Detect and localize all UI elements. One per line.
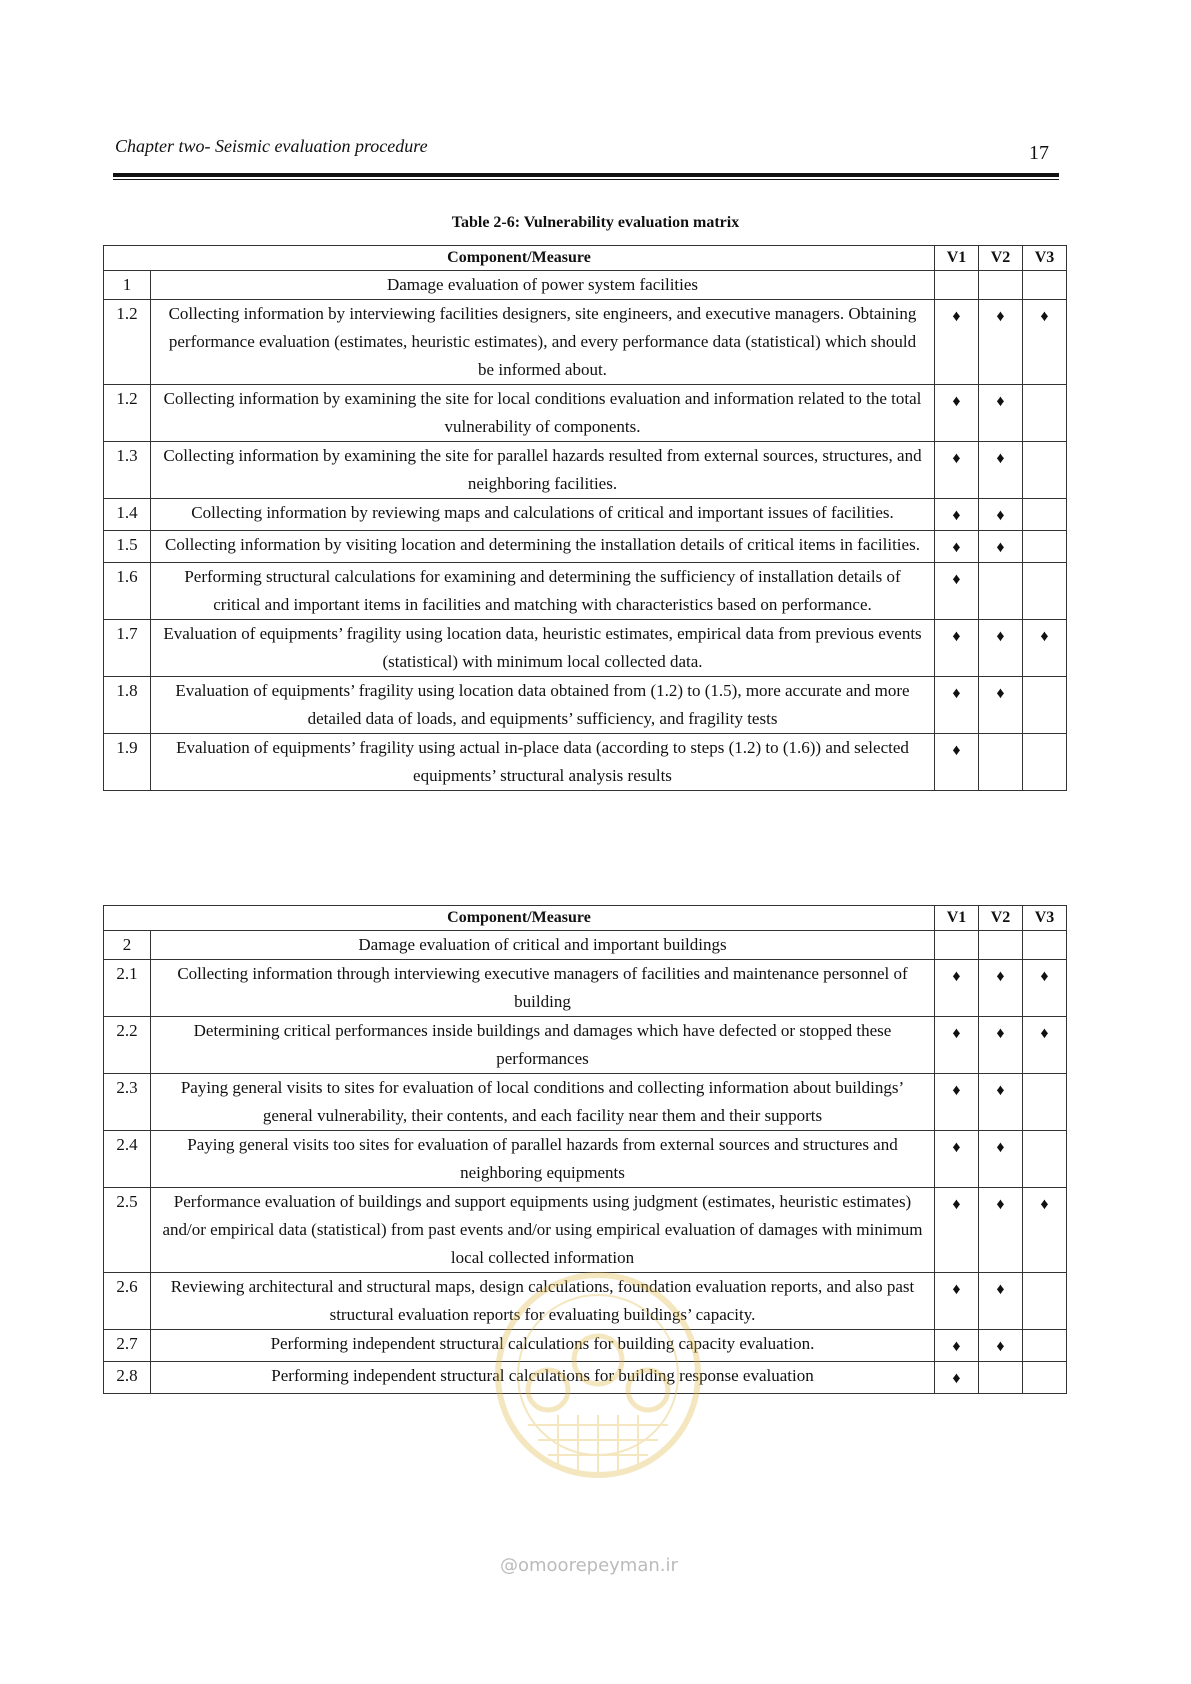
table-row bbox=[104, 1131, 1067, 1188]
cell-v2 bbox=[979, 499, 1023, 531]
row-number: 1.2 bbox=[104, 385, 151, 442]
table-row bbox=[104, 531, 1067, 563]
row-description: Paying general visits too sites for evaluation of parallel hazards from external sources and structures and neighboring equipments bbox=[151, 1131, 935, 1188]
row-number: 1.4 bbox=[104, 499, 151, 531]
row-description: Evaluation of equipments’ fragility using location data obtained from (1.2) to (1.5), more accurate and more detailed data of loads, and equipments’ sufficiency, and fragility tests bbox=[151, 677, 935, 734]
cell-v1 bbox=[935, 1188, 979, 1273]
cell-v1 bbox=[935, 734, 979, 791]
diamond-mark-icon: ♦ bbox=[952, 507, 961, 524]
diamond-mark-icon: ♦ bbox=[996, 968, 1005, 985]
diamond-mark-icon: ♦ bbox=[952, 393, 961, 410]
row-description: Performing structural calculations for examining and determining the sufficiency of installation details of critical and important items in facilities and matching with characteristics based on performance. bbox=[151, 563, 935, 620]
cell-v2 bbox=[979, 1362, 1023, 1394]
cell-v3 bbox=[1023, 442, 1067, 499]
cell-v3 bbox=[1023, 563, 1067, 620]
cell-v1 bbox=[935, 677, 979, 734]
row-number: 1.9 bbox=[104, 734, 151, 791]
row-number: 2.2 bbox=[104, 1017, 151, 1074]
row-description: Collecting information by examining the site for parallel hazards resulted from external sources, structures, and neighboring facilities. bbox=[151, 442, 935, 499]
cell-v1 bbox=[935, 499, 979, 531]
cell-v2 bbox=[979, 677, 1023, 734]
row-description: Collecting information by examining the site for local conditions evaluation and information related to the total vulnerability of components. bbox=[151, 385, 935, 442]
row-number: 1.8 bbox=[104, 677, 151, 734]
cell-v3 bbox=[1023, 620, 1067, 677]
cell-v3 bbox=[1023, 385, 1067, 442]
table-row bbox=[104, 499, 1067, 531]
diamond-mark-icon: ♦ bbox=[996, 1025, 1005, 1042]
diamond-mark-icon: ♦ bbox=[952, 1196, 961, 1213]
cell-v2 bbox=[979, 442, 1023, 499]
diamond-mark-icon: ♦ bbox=[1040, 1025, 1049, 1042]
vulnerability-table-power-systems bbox=[103, 245, 1067, 791]
cell-v1 bbox=[935, 563, 979, 620]
table-row bbox=[104, 300, 1067, 385]
diamond-mark-icon: ♦ bbox=[952, 685, 961, 702]
cell-v1 bbox=[935, 531, 979, 563]
diamond-mark-icon: ♦ bbox=[996, 1082, 1005, 1099]
cell-v2 bbox=[979, 1017, 1023, 1074]
diamond-mark-icon: ♦ bbox=[1040, 308, 1049, 325]
column-header-v3: V3 bbox=[1023, 906, 1067, 931]
cell-v3 bbox=[1023, 1017, 1067, 1074]
row-description: Collecting information by reviewing maps and calculations of critical and important issues of facilities. bbox=[151, 499, 935, 531]
diamond-mark-icon: ♦ bbox=[996, 1281, 1005, 1298]
table-row bbox=[104, 734, 1067, 791]
table-row bbox=[104, 1074, 1067, 1131]
cell-v3 bbox=[1023, 1330, 1067, 1362]
section-row bbox=[104, 931, 1067, 960]
row-description: Performing independent structural calculations for building capacity evaluation. bbox=[151, 1330, 935, 1362]
row-number: 1.6 bbox=[104, 563, 151, 620]
cell-v1 bbox=[935, 1273, 979, 1330]
diamond-mark-icon: ♦ bbox=[952, 450, 961, 467]
row-description: Evaluation of equipments’ fragility using actual in-place data (according to steps (1.2) to (1.6)) and selected equipments’ structural analysis results bbox=[151, 734, 935, 791]
section-v2-cell bbox=[979, 931, 1023, 960]
section-row bbox=[104, 271, 1067, 300]
diamond-mark-icon: ♦ bbox=[952, 1370, 961, 1387]
table-header-row bbox=[104, 246, 1067, 271]
cell-v1 bbox=[935, 385, 979, 442]
cell-v2 bbox=[979, 1131, 1023, 1188]
row-number: 2.8 bbox=[104, 1362, 151, 1394]
row-number: 1.2 bbox=[104, 300, 151, 385]
cell-v1 bbox=[935, 620, 979, 677]
diamond-mark-icon: ♦ bbox=[952, 742, 961, 759]
cell-v2 bbox=[979, 1188, 1023, 1273]
cell-v1 bbox=[935, 1131, 979, 1188]
cell-v3 bbox=[1023, 1131, 1067, 1188]
diamond-mark-icon: ♦ bbox=[952, 539, 961, 556]
cell-v3 bbox=[1023, 300, 1067, 385]
cell-v2 bbox=[979, 1273, 1023, 1330]
chapter-title: Chapter two- Seismic evaluation procedure bbox=[115, 136, 428, 156]
diamond-mark-icon: ♦ bbox=[996, 308, 1005, 325]
row-description: Collecting information by visiting location and determining the installation details of critical items in facilities. bbox=[151, 531, 935, 563]
column-header-v1: V1 bbox=[935, 906, 979, 931]
diamond-mark-icon: ♦ bbox=[996, 450, 1005, 467]
cell-v3 bbox=[1023, 734, 1067, 791]
cell-v3 bbox=[1023, 1273, 1067, 1330]
section-v2-cell bbox=[979, 271, 1023, 300]
diamond-mark-icon: ♦ bbox=[952, 968, 961, 985]
table-row bbox=[104, 1188, 1067, 1273]
section-v1-cell bbox=[935, 271, 979, 300]
row-description: Performing independent structural calculations for building response evaluation bbox=[151, 1362, 935, 1394]
section-number: 2 bbox=[104, 931, 151, 960]
diamond-mark-icon: ♦ bbox=[952, 308, 961, 325]
cell-v3 bbox=[1023, 531, 1067, 563]
section-v1-cell bbox=[935, 931, 979, 960]
row-description: Collecting information by interviewing facilities designers, site engineers, and executive managers. Obtaining performance evaluation (estimates, heuristic estimates), and every performance data (statistical) which should be informed about. bbox=[151, 300, 935, 385]
diamond-mark-icon: ♦ bbox=[996, 1196, 1005, 1213]
diamond-mark-icon: ♦ bbox=[952, 1025, 961, 1042]
table-row bbox=[104, 620, 1067, 677]
diamond-mark-icon: ♦ bbox=[1040, 628, 1049, 645]
watermark-seal-icon bbox=[488, 1265, 708, 1565]
cell-v1 bbox=[935, 1330, 979, 1362]
cell-v3 bbox=[1023, 1074, 1067, 1131]
row-description: Reviewing architectural and structural maps, design calculations, foundation evaluation reports, and also past structural evaluation reports for evaluating buildings’ capacity. bbox=[151, 1273, 935, 1330]
header-rule-thick bbox=[113, 173, 1059, 177]
diamond-mark-icon: ♦ bbox=[996, 393, 1005, 410]
cell-v1 bbox=[935, 1074, 979, 1131]
table-row bbox=[104, 385, 1067, 442]
page-number: 17 bbox=[1029, 142, 1049, 164]
cell-v1 bbox=[935, 300, 979, 385]
row-number: 1.7 bbox=[104, 620, 151, 677]
cell-v3 bbox=[1023, 1362, 1067, 1394]
section-number: 1 bbox=[104, 271, 151, 300]
cell-v1 bbox=[935, 1362, 979, 1394]
cell-v2 bbox=[979, 960, 1023, 1017]
row-number: 2.3 bbox=[104, 1074, 151, 1131]
section-v3-cell bbox=[1023, 931, 1067, 960]
header-rule-thin bbox=[113, 179, 1059, 180]
diamond-mark-icon: ♦ bbox=[996, 539, 1005, 556]
row-number: 2.1 bbox=[104, 960, 151, 1017]
column-header-v2: V2 bbox=[979, 906, 1023, 931]
diamond-mark-icon: ♦ bbox=[1040, 968, 1049, 985]
row-number: 2.6 bbox=[104, 1273, 151, 1330]
row-number: 1.3 bbox=[104, 442, 151, 499]
column-header-v2: V2 bbox=[979, 246, 1023, 271]
row-number: 2.5 bbox=[104, 1188, 151, 1273]
diamond-mark-icon: ♦ bbox=[996, 507, 1005, 524]
cell-v2 bbox=[979, 620, 1023, 677]
column-header-component: Component/Measure bbox=[104, 246, 935, 271]
diamond-mark-icon: ♦ bbox=[952, 628, 961, 645]
table-caption: Table 2-6: Vulnerability evaluation matrix bbox=[451, 214, 740, 231]
cell-v3 bbox=[1023, 677, 1067, 734]
diamond-mark-icon: ♦ bbox=[952, 1082, 961, 1099]
table-header-row bbox=[104, 906, 1067, 931]
table-row bbox=[104, 960, 1067, 1017]
table-row bbox=[104, 677, 1067, 734]
cell-v2 bbox=[979, 734, 1023, 791]
row-number: 2.4 bbox=[104, 1131, 151, 1188]
diamond-mark-icon: ♦ bbox=[952, 1338, 961, 1355]
row-number: 1.5 bbox=[104, 531, 151, 563]
section-title: Damage evaluation of critical and important buildings bbox=[151, 931, 935, 960]
table-row bbox=[104, 563, 1067, 620]
row-description: Paying general visits to sites for evaluation of local conditions and collecting information about buildings’ general vulnerability, their contents, and each facility near them and their supports bbox=[151, 1074, 935, 1131]
row-description: Performance evaluation of buildings and support equipments using judgment (estimates, heuristic estimates) and/or empirical data (statistical) from past events and/or using empirical evaluation of damages with minimum local collected information bbox=[151, 1188, 935, 1273]
cell-v2 bbox=[979, 531, 1023, 563]
cell-v3 bbox=[1023, 1188, 1067, 1273]
table-row bbox=[104, 1017, 1067, 1074]
diamond-mark-icon: ♦ bbox=[996, 685, 1005, 702]
section-v3-cell bbox=[1023, 271, 1067, 300]
row-number: 2.7 bbox=[104, 1330, 151, 1362]
cell-v3 bbox=[1023, 960, 1067, 1017]
cell-v1 bbox=[935, 960, 979, 1017]
cell-v2 bbox=[979, 300, 1023, 385]
diamond-mark-icon: ♦ bbox=[952, 1139, 961, 1156]
diamond-mark-icon: ♦ bbox=[952, 571, 961, 588]
table-row bbox=[104, 442, 1067, 499]
row-description: Collecting information through interviewing executive managers of facilities and maintenance personnel of building bbox=[151, 960, 935, 1017]
diamond-mark-icon: ♦ bbox=[996, 1338, 1005, 1355]
cell-v1 bbox=[935, 442, 979, 499]
column-header-v1: V1 bbox=[935, 246, 979, 271]
section-title: Damage evaluation of power system facilities bbox=[151, 271, 935, 300]
cell-v3 bbox=[1023, 499, 1067, 531]
diamond-mark-icon: ♦ bbox=[1040, 1196, 1049, 1213]
cell-v2 bbox=[979, 385, 1023, 442]
row-description: Evaluation of equipments’ fragility using location data, heuristic estimates, empirical data from previous events (statistical) with minimum local collected data. bbox=[151, 620, 935, 677]
cell-v2 bbox=[979, 563, 1023, 620]
cell-v1 bbox=[935, 1017, 979, 1074]
watermark-text: @omoorepeyman.ir bbox=[500, 1555, 678, 1576]
diamond-mark-icon: ♦ bbox=[952, 1281, 961, 1298]
cell-v2 bbox=[979, 1074, 1023, 1131]
cell-v2 bbox=[979, 1330, 1023, 1362]
diamond-mark-icon: ♦ bbox=[996, 628, 1005, 645]
page-header bbox=[113, 132, 1059, 178]
row-description: Determining critical performances inside buildings and damages which have defected or stopped these performances bbox=[151, 1017, 935, 1074]
column-header-component: Component/Measure bbox=[104, 906, 935, 931]
diamond-mark-icon: ♦ bbox=[996, 1139, 1005, 1156]
column-header-v3: V3 bbox=[1023, 246, 1067, 271]
